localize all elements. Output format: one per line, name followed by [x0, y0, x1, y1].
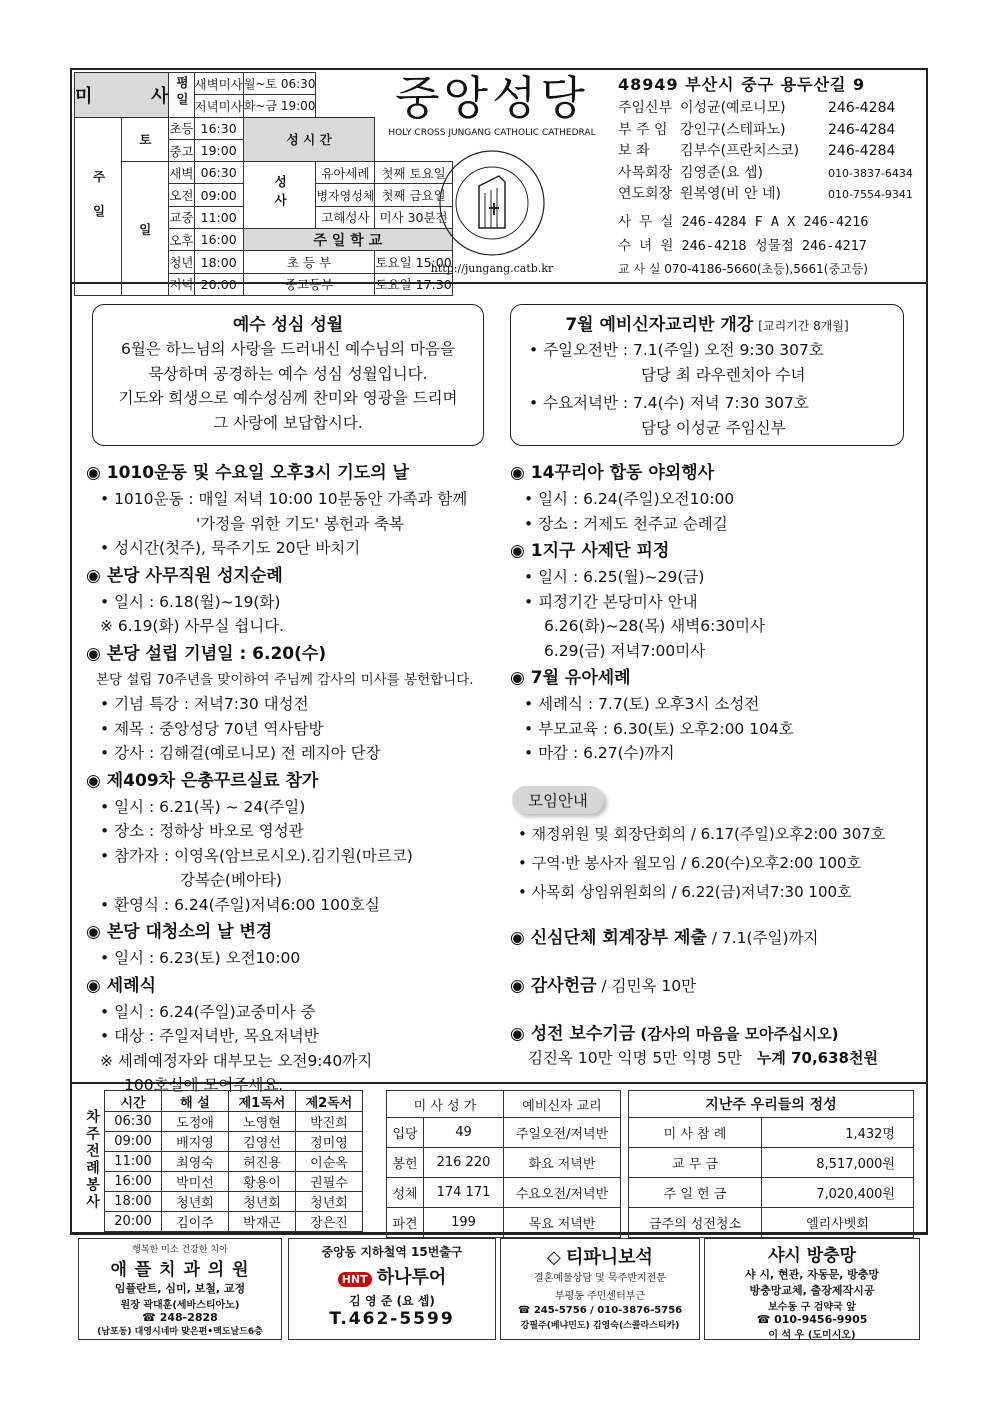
attend-cell: 199	[424, 1208, 504, 1238]
offering-label: 금주의 성전청소	[629, 1208, 762, 1238]
hnt-logo-icon: HNT	[338, 1272, 372, 1287]
attend-row	[387, 1208, 621, 1238]
notice-section	[510, 538, 910, 663]
notice-rest: / 7.1(주일)까지	[706, 929, 819, 947]
offering-label: 주 일 헌 금	[629, 1178, 762, 1208]
website-url[interactable]: http://jungang.catb.kr	[430, 262, 554, 275]
attend-cell: 성체	[387, 1178, 424, 1208]
sacrament-when: 미사 30분전	[375, 206, 452, 228]
section-line: • 피정기간 본당미사 안내	[524, 592, 698, 611]
attend-cell: 수요오전/저녁반	[504, 1178, 621, 1208]
notice-title: ◉ 감사헌금	[510, 976, 597, 996]
attend-header: 예비신자 교리	[504, 1091, 621, 1118]
mass-label-2: 사	[150, 85, 169, 107]
sacrament-when: 첫째 금요일	[375, 184, 452, 206]
roster-row	[80, 1132, 363, 1152]
ad-travel[interactable]	[288, 1238, 496, 1340]
roster-cell: 청년회	[162, 1192, 229, 1212]
contact-phone: 246-4284	[828, 121, 896, 138]
roster-row	[80, 1212, 363, 1232]
evening-mass-time: 화~금 19:00	[243, 95, 316, 117]
roster-cell: 김이주	[162, 1212, 229, 1232]
notice-section	[86, 973, 496, 1098]
roster-cell: 06:30	[105, 1112, 162, 1132]
ad-line: T.462-5599	[329, 1309, 455, 1329]
sacrament-label: 성사	[243, 162, 316, 229]
sunday-label: 주일	[75, 117, 122, 295]
attend-header: 미 사 성 가	[387, 1091, 504, 1118]
ad-line: 이 석 우 (도미시오)	[768, 1330, 856, 1341]
roster-cell: 박미선	[162, 1172, 229, 1192]
ad-tagline: 행복한 미소 건강한 치아	[132, 1245, 228, 1255]
roster-cell: 11:00	[105, 1152, 162, 1172]
ad-line: ☎ 248-2828	[142, 1311, 218, 1324]
ad-name: 샤시 방충망	[767, 1246, 857, 1266]
roster-cell: 노영현	[229, 1112, 296, 1132]
school-time: 토요일 17:30	[375, 273, 452, 295]
box-note: [교리기간 8개월]	[758, 319, 849, 333]
contact-name: 김영준(요 셉)	[680, 164, 763, 181]
roster-row	[80, 1192, 363, 1212]
section-line: • 환영식 : 6.24(주일)저녁6:00 100호실	[100, 895, 380, 914]
box-line: 6월은 하느님의 사랑을 드러내신 예수님의 마음을	[121, 340, 455, 358]
roster-cell: 허진용	[229, 1152, 296, 1172]
section-line: • 일시 : 6.21(목) ~ 24(주일)	[100, 797, 306, 816]
offering-table	[628, 1090, 914, 1238]
sat-row-time: 16:30	[194, 117, 243, 139]
meetings-block	[512, 786, 912, 907]
brand-block	[372, 70, 612, 280]
ad-name: 애 플 치 과 의 원	[110, 1260, 250, 1280]
roster-cell: 장은진	[296, 1212, 363, 1232]
contact-row	[618, 120, 924, 142]
roster-cell: 최영숙	[162, 1152, 229, 1172]
diamond-icon: ◇	[547, 1247, 561, 1268]
liturgy-roster	[80, 1090, 363, 1232]
roster-cell: 박재곤	[229, 1212, 296, 1232]
sun-row-name: 교중	[169, 206, 194, 228]
ad-tagline: 중앙동 지하철역 15번출구	[321, 1245, 463, 1259]
contact-role: 부 주 임	[618, 121, 668, 138]
contact-name: 강인구(스테파노)	[680, 121, 786, 138]
contact-row	[618, 184, 924, 206]
ad-line: 샤 시, 현관, 자동문, 방충망	[744, 1268, 880, 1281]
evening-mass: 저녁미사	[194, 95, 243, 117]
school-name: 중고등부	[243, 273, 375, 295]
ad-line: 방충망교체, 출장제작시공	[749, 1284, 875, 1297]
attend-row	[387, 1178, 621, 1208]
roster-header: 제2독서	[296, 1091, 363, 1112]
notice-title: ◉ 신심단체 회계장부 제출	[510, 928, 707, 948]
attend-cell: 주일오전/저녁반	[504, 1118, 621, 1148]
ad-jewelry[interactable]	[500, 1238, 700, 1340]
sunday-school-label: 주 일 학 교	[243, 229, 452, 251]
box-line: 담당 최 라우렌치아 수녀	[641, 365, 806, 384]
section-line: '가정을 위한 기도' 봉헌과 축복	[196, 514, 404, 533]
address: 48949 부산시 중구 용두산길 9	[618, 75, 866, 94]
box-line: • 수요저녁반 : 7.4(수) 저녁 7:30 307호	[529, 394, 809, 412]
contact-row	[618, 141, 924, 163]
ad-line: ☎ 010-9456-9905	[756, 1313, 868, 1326]
sun-row-name: 청년	[169, 251, 194, 273]
section-line: 6.26(화)~28(목) 새벽6:30미사	[544, 617, 765, 635]
section-title: ◉ 세례식	[86, 975, 157, 996]
roster-cell: 이순옥	[296, 1152, 363, 1172]
contact-phone: 010-3837-6434	[828, 166, 913, 180]
weekday-label: 평일	[169, 73, 194, 118]
right-column	[510, 460, 910, 768]
section-line: • 제목 : 중앙성당 70년 역사탐방	[100, 719, 324, 738]
ad-name: 하나투어	[376, 1267, 447, 1288]
church-title: 중앙성당	[395, 71, 589, 125]
notice-thanks	[510, 971, 910, 999]
attend-row	[387, 1148, 621, 1178]
office-phone: 사 무 실 246-4284 F A X 246-4216	[618, 213, 869, 230]
left-column	[86, 460, 496, 1100]
attend-cell: 174 171	[424, 1178, 504, 1208]
offering-label: 교 무 금	[629, 1148, 762, 1178]
roster-side-label: 차주전례봉사	[84, 1108, 100, 1211]
roster-cell: 정미영	[296, 1132, 363, 1152]
contact-row	[618, 98, 924, 120]
section-line: • 장소 : 정하상 바오로 영성관	[100, 822, 304, 840]
section-line: • 부모교육 : 6.30(토) 오후2:00 104호	[524, 719, 794, 738]
notice-section	[86, 460, 496, 561]
ad-line: ☎ 245-5756 / 010-3876-5756	[517, 1305, 683, 1316]
contact-role: 보 좌	[618, 143, 650, 159]
section-title: ◉ 7월 유아세례	[510, 668, 631, 688]
offering-value: 7,020,400원	[762, 1178, 914, 1208]
section-line: 100호실에 모여주세요.	[124, 1076, 284, 1094]
notice-rest: (감사의 마음을 모아주십시오)	[635, 1025, 839, 1043]
section-line: • 기념 특강 : 저녁7:30 대성전	[100, 695, 309, 713]
sat-row-name: 초등	[169, 117, 194, 139]
sun-row-time: 09:00	[194, 184, 243, 206]
offering-value: 8,517,000원	[762, 1148, 914, 1178]
box-line: 그 사랑에 보답합시다.	[213, 413, 363, 432]
saturday-label: 토	[122, 117, 169, 162]
attend-cell: 화요 저녁반	[504, 1148, 621, 1178]
section-title: ◉ 1010운동 및 수요일 오후3시 기도의 날	[86, 463, 409, 483]
section-line: 본당 설립 70주년을 맞이하여 주님께 감사의 미사를 봉헌합니다.	[96, 671, 474, 688]
roster-cell: 청년회	[296, 1192, 363, 1212]
box-line: 담당 이성균 주임신부	[641, 418, 786, 437]
roster-header: 제1독서	[229, 1091, 296, 1112]
sun-row-name: 오후	[169, 229, 194, 251]
offering-title: 지난주 우리들의 정성	[629, 1091, 914, 1118]
donation-total: 누계 70,638천원	[756, 1049, 878, 1067]
contact-phone: 246-4284	[828, 143, 896, 159]
school-name: 초 등 부	[243, 251, 375, 273]
contact-block	[618, 72, 924, 280]
notice-section	[510, 460, 910, 536]
attendance-table	[386, 1090, 621, 1238]
offering-row	[629, 1118, 914, 1148]
box-line: 기도와 희생으로 예수성심께 찬미와 영광을 드리며	[118, 389, 458, 407]
roster-cell: 16:00	[105, 1172, 162, 1192]
contact-role: 주임신부	[618, 100, 673, 116]
catechism-box	[510, 304, 904, 446]
meetings-label: 모임안내	[512, 786, 604, 814]
section-title: ◉ 14꾸리아 합동 야외행사	[510, 463, 715, 483]
notice-section	[86, 919, 496, 971]
attend-cell: 파견	[387, 1208, 424, 1238]
section-line: ※ 6.19(화) 사무실 쉽니다.	[100, 617, 285, 635]
section-title: ◉ 본당 대청소의 날 변경	[86, 922, 273, 942]
attend-cell: 봉헌	[387, 1148, 424, 1178]
box-title: 예수 성심 성월	[232, 315, 344, 335]
section-line: • 1010운동 : 매일 저녁 10:00 10분동안 가족과 함께	[100, 490, 468, 508]
contact-role: 연도회장	[618, 186, 673, 202]
attend-row	[387, 1118, 621, 1148]
box-line: • 주일오전반 : 7.1(주일) 오전 9:30 307호	[529, 341, 824, 359]
sat-row-time: 19:00	[194, 139, 243, 161]
sacred-heart-box	[92, 304, 484, 446]
attend-cell: 49	[424, 1118, 504, 1148]
roster-cell: 도정애	[162, 1112, 229, 1132]
section-line: • 장소 : 거제도 천주교 순례길	[524, 514, 728, 533]
attend-cell: 216 220	[424, 1148, 504, 1178]
notice-section	[86, 768, 496, 918]
roster-cell: 김영선	[229, 1132, 296, 1152]
sacrament-name: 유아세례	[316, 162, 375, 184]
sun-row-time: 16:00	[194, 229, 243, 251]
contact-role: 사목회장	[618, 164, 673, 181]
contact-name: 원복영(비 안 네)	[680, 186, 781, 202]
sun-row-name: 새벽	[169, 162, 194, 184]
sun-row-time: 06:30	[194, 162, 243, 184]
offering-label: 미 사 참 례	[629, 1118, 762, 1148]
sacrament-name: 병자영성체	[316, 184, 375, 206]
sat-row-name: 중고	[169, 139, 194, 161]
notice-repair	[510, 1019, 920, 1071]
section-line: • 일시 : 6.24(주일)교중미사 중	[100, 1002, 316, 1021]
dawn-mass-time: 월~토 06:30	[243, 73, 316, 95]
section-title: ◉ 1지구 사제단 피정	[510, 541, 670, 561]
sun-row-time: 11:00	[194, 206, 243, 228]
section-title: ◉ 본당 사무직원 성지순례	[86, 565, 283, 586]
sun-row-name: 저녁	[169, 273, 194, 295]
offering-row	[629, 1148, 914, 1178]
roster-cell: 청년회	[229, 1192, 296, 1212]
dawn-mass: 새벽미사	[194, 73, 243, 95]
notice-title: ◉ 성전 보수기금	[510, 1024, 636, 1044]
ad-window[interactable]	[704, 1238, 920, 1340]
roster-cell: 20:00	[105, 1212, 162, 1232]
notice-rest: / 김민옥 10만	[596, 977, 697, 995]
meeting-item: • 재정위원 및 회장단회의 / 6.17(주일)오후2:00 307호	[518, 825, 886, 843]
sun-row-time: 20:00	[194, 273, 243, 295]
contact-name: 이성균(예로니모)	[680, 100, 786, 116]
sacrament-name: 고해성사	[316, 206, 375, 228]
meeting-item: • 구역·반 봉사자 월모임 / 6.20(수)오후2:00 100호	[518, 854, 862, 872]
section-line: • 강사 : 김해걸(예로니모) 전 레지아 단장	[100, 744, 381, 762]
ad-name: 티파니보석	[565, 1247, 653, 1268]
sun-row-name: 오전	[169, 184, 194, 206]
section-line: • 세례식 : 7.7(토) 오후3시 소성전	[524, 695, 760, 713]
box-title: 7월 예비신자교리반 개강	[565, 315, 754, 335]
ad-line: 보수동 구 검약국 앞	[768, 1302, 856, 1313]
notice-section	[86, 563, 496, 639]
section-line: 강복순(베아타)	[180, 871, 282, 889]
section-line: • 성시간(첫주), 묵주기도 20단 바치기	[100, 539, 361, 557]
attend-cell: 입당	[387, 1118, 424, 1148]
section-line: • 마감 : 6.27(수)까지	[524, 744, 675, 762]
notice-section	[86, 641, 496, 766]
contact-phone: 010-7554-9341	[828, 188, 913, 201]
ad-line: 임플란트, 심미, 보철, 교정	[114, 1282, 246, 1295]
teacher-phone: 교 사 실 070-4186-5660(초등),5661(중고등)	[618, 261, 868, 276]
sun-row-time: 18:00	[194, 251, 243, 273]
offering-row	[629, 1208, 914, 1238]
contact-name: 김부수(프란치스코)	[680, 143, 800, 159]
convent-phone: 수 녀 원 246-4218 성물점 246-4217	[618, 237, 867, 254]
notice-section	[510, 665, 910, 766]
sacrament-when: 첫째 토요일	[375, 162, 452, 184]
ad-line: 강필주(베냐민도) 김영숙(스콜라스티카)	[520, 1321, 680, 1331]
ad-line: 부평동 주민센터부근	[554, 1291, 646, 1302]
holy-hour-label: 성 시 간	[243, 117, 375, 162]
contact-phone: 246-4284	[828, 100, 896, 116]
offering-row	[629, 1178, 914, 1208]
section-line: ※ 세례예정자와 대부모는 오전9:40까지	[100, 1051, 373, 1070]
offering-value: 엘리사벳회	[762, 1208, 914, 1238]
section-line: • 일시 : 6.23(토) 오전10:00	[100, 949, 301, 967]
section-line: 6.29(금) 저녁7:00미사	[544, 641, 706, 660]
roster-cell: 배지영	[162, 1132, 229, 1152]
attend-cell: 목요 저녁반	[504, 1208, 621, 1238]
roster-cell: 권필수	[296, 1172, 363, 1192]
section-line: • 일시 : 6.24(주일)오전10:00	[524, 490, 735, 508]
school-time: 토요일 15:00	[375, 251, 452, 273]
box-line: 묵상하며 공경하는 예수 성심 성월입니다.	[148, 364, 428, 383]
mass-label: 미	[75, 85, 93, 107]
section-title: ◉ 제409차 은총꾸르실료 참가	[86, 770, 319, 791]
roster-header: 해 설	[162, 1091, 229, 1112]
roster-cell: 18:00	[105, 1192, 162, 1212]
ad-line: 원장 곽대훈(세바스티아노)	[120, 1300, 240, 1311]
church-subtitle: HOLY CROSS JUNGANG CATHOLIC CATHEDRAL	[388, 128, 596, 138]
ad-line: 결혼예물상담 및 묵주반지전문	[534, 1273, 666, 1284]
section-line: • 참가자 : 이영옥(암브로시오).김기원(마르코)	[100, 846, 413, 865]
roster-cell: 황용이	[229, 1172, 296, 1192]
ad-dental[interactable]	[78, 1238, 282, 1340]
section-line: • 일시 : 6.25(월)~29(금)	[524, 568, 705, 586]
section-title: ◉ 본당 설립 기념일 : 6.20(수)	[86, 643, 327, 664]
meeting-item: • 사목회 상임위원회의 / 6.22(금)저녁7:30 100호	[518, 883, 852, 901]
notice-treasury	[510, 923, 910, 951]
roster-cell: 09:00	[105, 1132, 162, 1152]
roster-row	[80, 1152, 363, 1172]
ad-line: (남포동) 대영시네마 맞은편•맥도날드6층	[97, 1327, 263, 1337]
offering-value: 1,432명	[762, 1118, 914, 1148]
donation-line: 김진옥 10만 익명 5만 익명 5만	[528, 1049, 742, 1067]
cathedral-seal-icon	[437, 148, 547, 258]
section-line: • 일시 : 6.18(월)~19(화)	[100, 592, 281, 611]
contact-row	[618, 163, 924, 185]
sunday2-label: 일	[122, 162, 169, 296]
roster-header: 시간	[105, 1091, 162, 1112]
ad-line: 김 영 준 (요 셉)	[349, 1294, 435, 1308]
roster-row	[80, 1112, 363, 1132]
roster-row	[80, 1172, 363, 1192]
roster-cell: 박진희	[296, 1112, 363, 1132]
section-line: • 대상 : 주일저녁반, 목요저녁반	[100, 1027, 319, 1045]
